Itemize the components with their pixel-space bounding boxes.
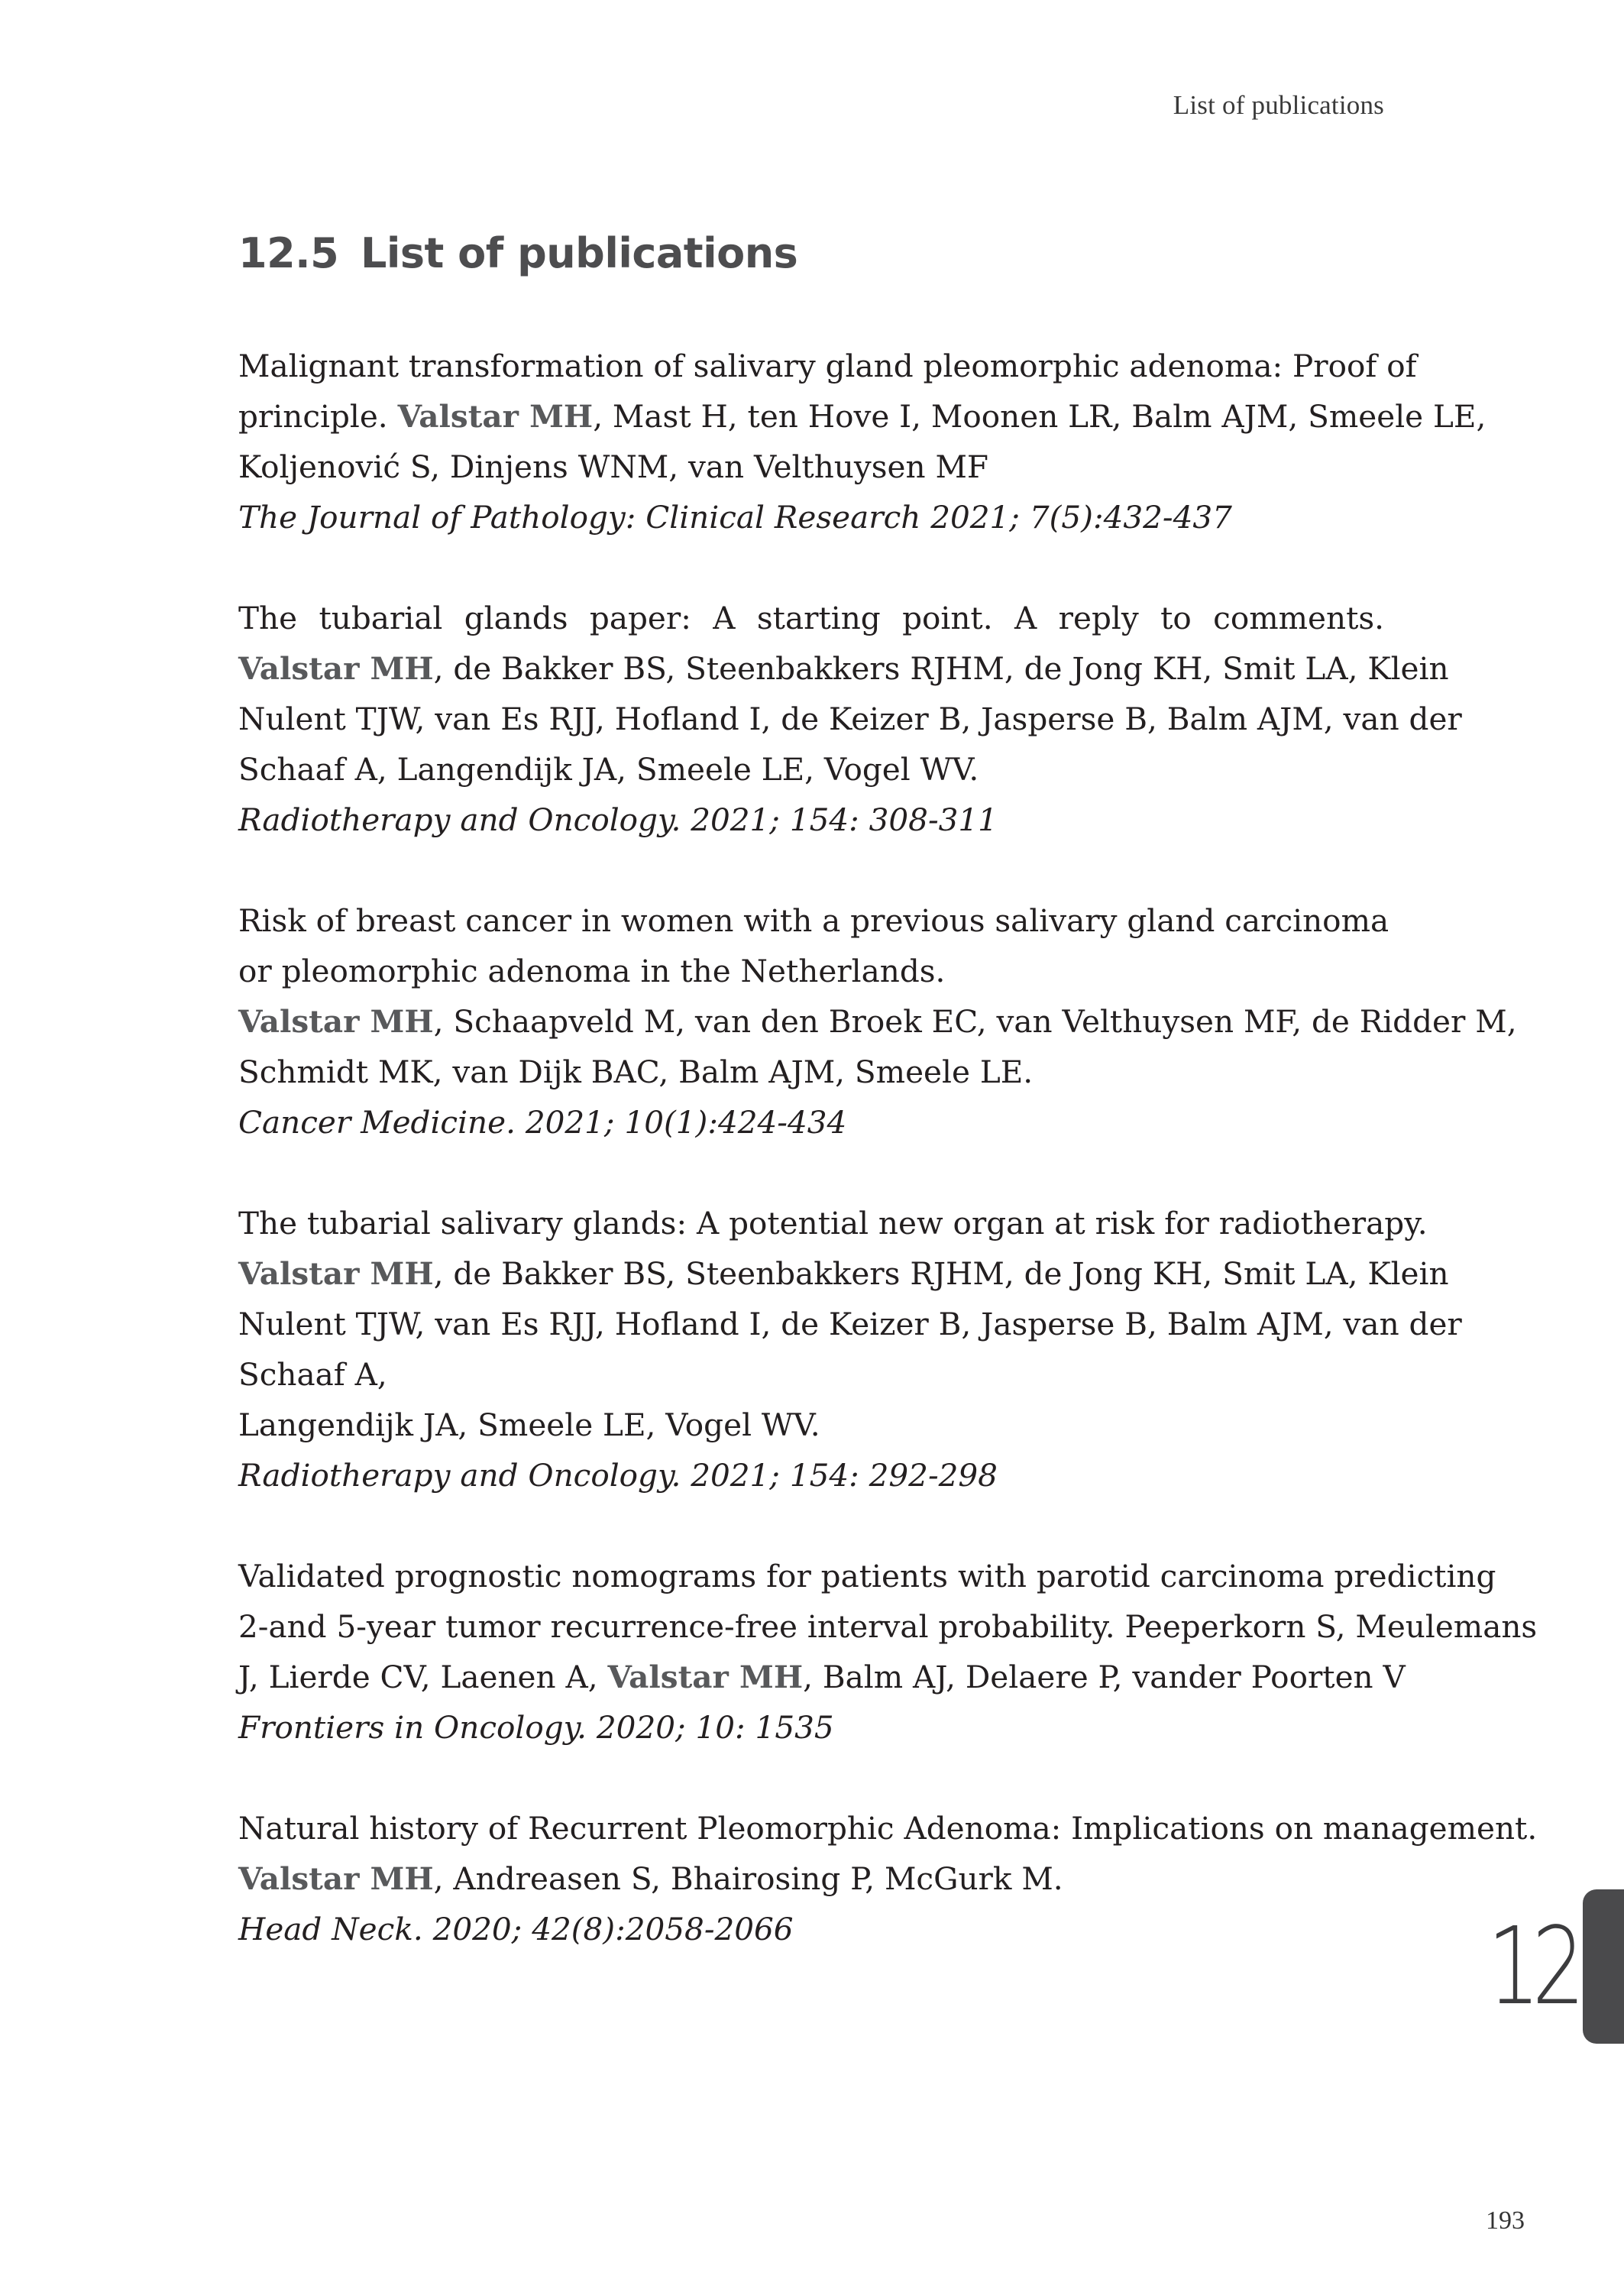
publication-entry	[238, 895, 1517, 1148]
publication-text: Natural history of Recurrent Pleomorphic Adenoma: Implications on management.	[238, 1810, 1538, 1847]
publication-text: , Andreasen S, Bhairosing P, McGurk M.	[433, 1860, 1063, 1897]
author-highlight: Valstar MH	[238, 650, 434, 687]
publication-line	[238, 1803, 1538, 1853]
journal-citation: Frontiers in Oncology. 2020; 10: 1535	[238, 1709, 834, 1746]
publication-line	[238, 391, 1487, 442]
publication-text: Schmidt MK, van Dijk BAC, Balm AJM, Smeele LE.	[238, 1054, 1034, 1090]
publication-entry	[238, 1803, 1538, 1954]
publication-line	[238, 895, 1389, 946]
publication-text: Risk of breast cancer in women with a previous salivary gland carcinoma	[238, 902, 1389, 939]
publication-text: principle.	[238, 398, 398, 435]
publication-list	[238, 341, 1538, 2005]
publication-text: Nulent TJW, van Es RJJ, Hofland I, de Keizer B, Jasperse B, Balm AJM, van der	[238, 701, 1462, 737]
section-title	[238, 229, 797, 277]
publication-line	[238, 946, 1384, 996]
publication-line	[238, 341, 1417, 391]
publication-line	[238, 1400, 1384, 1450]
publication-text: , Mast H, ten Hove I, Moonen LR, Balm AJM, Smeele LE,	[593, 398, 1487, 435]
journal-citation: Radiotherapy and Oncology. 2021; 154: 292-298	[238, 1457, 998, 1494]
author-highlight: Valstar MH	[238, 1255, 434, 1292]
publication-text: Malignant transformation of salivary gland pleomorphic adenoma: Proof of	[238, 348, 1417, 384]
publication-text: Langendijk JA, Smeele LE, Vogel WV.	[238, 1407, 820, 1443]
publication-text: Validated prognostic nomograms for patients with parotid carcinoma predicting	[238, 1558, 1496, 1594]
running-header: List of publications	[1173, 90, 1384, 120]
publication-line	[238, 1652, 1406, 1702]
publication-line	[238, 1198, 1428, 1248]
author-highlight: Valstar MH	[397, 398, 594, 435]
publication-line	[238, 1853, 1384, 1904]
publication-text: 2-and 5-year tumor recurrence-free interval probability. Peeperkorn S, Meulemans	[238, 1608, 1538, 1645]
publication-text: , Balm AJ, Delaere P, vander Poorten V	[803, 1659, 1406, 1695]
author-highlight: Valstar MH	[238, 1003, 434, 1040]
publication-text: Schaaf A, Langendijk JA, Smeele LE, Vogel WV.	[238, 751, 979, 788]
journal-citation: Radiotherapy and Oncology. 2021; 154: 308-311	[238, 801, 998, 838]
publication-text: Schaaf A,	[238, 1356, 387, 1393]
journal-citation: Cancer Medicine. 2021; 10(1):424-434	[238, 1104, 847, 1141]
publication-line	[238, 996, 1517, 1047]
publication-entry	[238, 1198, 1462, 1500]
publication-line	[238, 1248, 1449, 1299]
publication-entry	[238, 341, 1487, 542]
journal-citation: The Journal of Pathology: Clinical Research 2021; 7(5):432-437	[238, 499, 1232, 536]
publication-line	[238, 744, 1384, 795]
publication-line	[238, 1047, 1384, 1097]
publication-line	[238, 643, 1449, 694]
publication-text: or pleomorphic adenoma in the Netherlands.	[238, 953, 946, 989]
publication-text: Koljenović S, Dinjens WNM, van Velthuysen MF	[238, 448, 989, 485]
publication-line	[238, 442, 1384, 492]
publication-entry	[238, 1551, 1538, 1753]
publication-entry	[238, 593, 1462, 845]
chapter-number: 12	[1487, 1905, 1577, 2029]
publication-line	[238, 1551, 1496, 1601]
publication-text: J, Lierde CV, Laenen A,	[238, 1659, 608, 1695]
publication-line	[238, 1601, 1538, 1652]
publication-text: The tubarial glands paper: A starting point. A reply to comments.	[238, 600, 1384, 636]
chapter-tab	[1583, 1889, 1624, 2044]
publication-line	[238, 593, 1384, 643]
page-number: 193	[1486, 2206, 1525, 2235]
publication-line	[238, 1299, 1462, 1349]
publication-line	[238, 694, 1462, 744]
section-title-text: List of publications	[361, 229, 798, 277]
publication-text: The tubarial salivary glands: A potential new organ at risk for radiotherapy.	[238, 1205, 1428, 1242]
publication-text: , Schaapveld M, van den Broek EC, van Velthuysen MF, de Ridder M,	[433, 1003, 1517, 1040]
section-number: 12.5	[238, 229, 339, 277]
publication-text: , de Bakker BS, Steenbakkers RJHM, de Jong KH, Smit LA, Klein	[433, 650, 1449, 687]
author-highlight: Valstar MH	[238, 1860, 434, 1897]
author-highlight: Valstar MH	[607, 1659, 804, 1695]
publication-line	[238, 1349, 1384, 1400]
publication-text: , de Bakker BS, Steenbakkers RJHM, de Jong KH, Smit LA, Klein	[433, 1255, 1449, 1292]
publication-text: Nulent TJW, van Es RJJ, Hofland I, de Keizer B, Jasperse B, Balm AJM, van der	[238, 1306, 1462, 1342]
journal-citation: Head Neck. 2020; 42(8):2058-2066	[238, 1911, 794, 1947]
